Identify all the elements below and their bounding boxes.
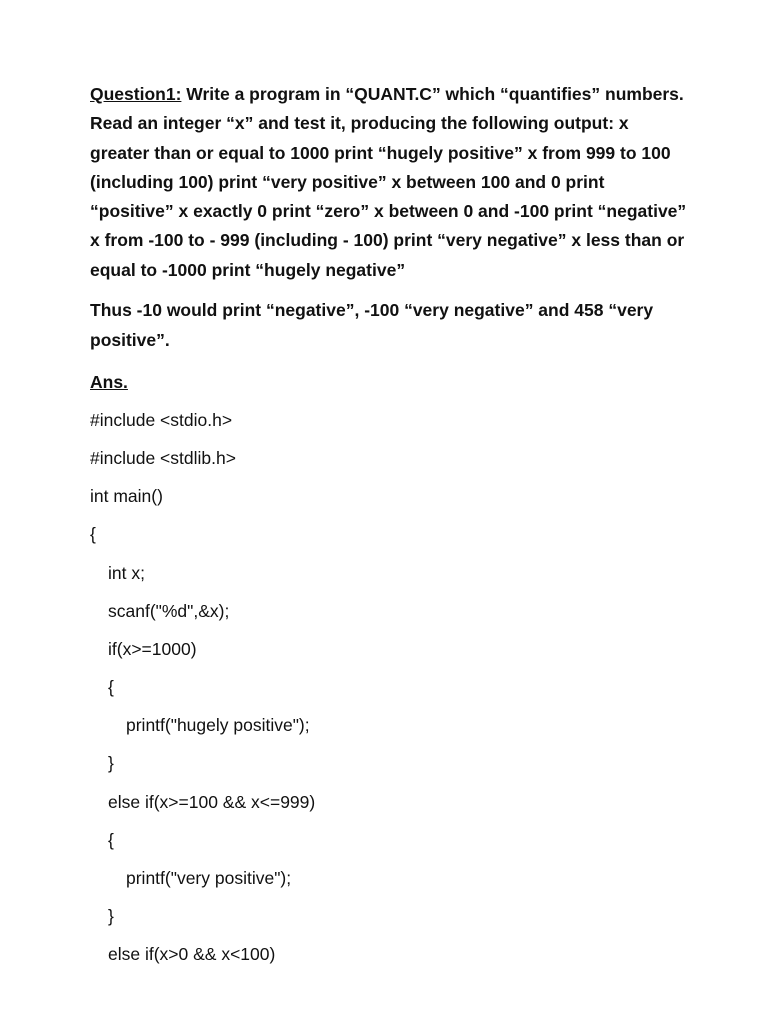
answer-label: Ans. xyxy=(90,372,128,392)
code-line-14: } xyxy=(108,906,114,926)
code-line-11: else if(x>=100 && x<=999) xyxy=(108,792,316,812)
code-line-9: printf("hugely positive"); xyxy=(126,715,310,735)
code-line-2: #include <stdlib.h> xyxy=(90,448,236,468)
example-paragraph: Thus -10 would print “negative”, -100 “very negative” and 458 “very positive”. xyxy=(90,300,654,350)
question-label: Question1: xyxy=(90,84,182,104)
code-line-8: { xyxy=(108,677,114,697)
code-line-5: int x; xyxy=(108,563,145,583)
code-line-10: } xyxy=(108,753,114,773)
code-line-6: scanf("%d",&x); xyxy=(108,601,230,621)
code-line-12: { xyxy=(108,830,114,850)
question-text: Write a program in “QUANT.C” which “quantifies” numbers. Read an integer “x” and test it, producing the following output: x greater than or equal to 1000 print “hugely positive” x from 999 to 100 (including 100) print “very positive” x between 100 and 0 print “positive” x exactly 0 print “zero” x between 0 and -100 print “negative” x from -100 to - 999 (including - 100) print “very negative” x less than or equal to -1000 print “hugely negative” xyxy=(90,84,687,280)
code-line-3: int main() xyxy=(90,486,163,506)
code-line-13: printf("very positive"); xyxy=(126,868,292,888)
question-paragraph xyxy=(90,80,690,285)
code-line-7: if(x>=1000) xyxy=(108,639,197,659)
code-line-4: { xyxy=(90,524,96,544)
code-line-1: #include <stdio.h> xyxy=(90,410,233,430)
code-line-15: else if(x>0 && x<100) xyxy=(108,944,276,964)
